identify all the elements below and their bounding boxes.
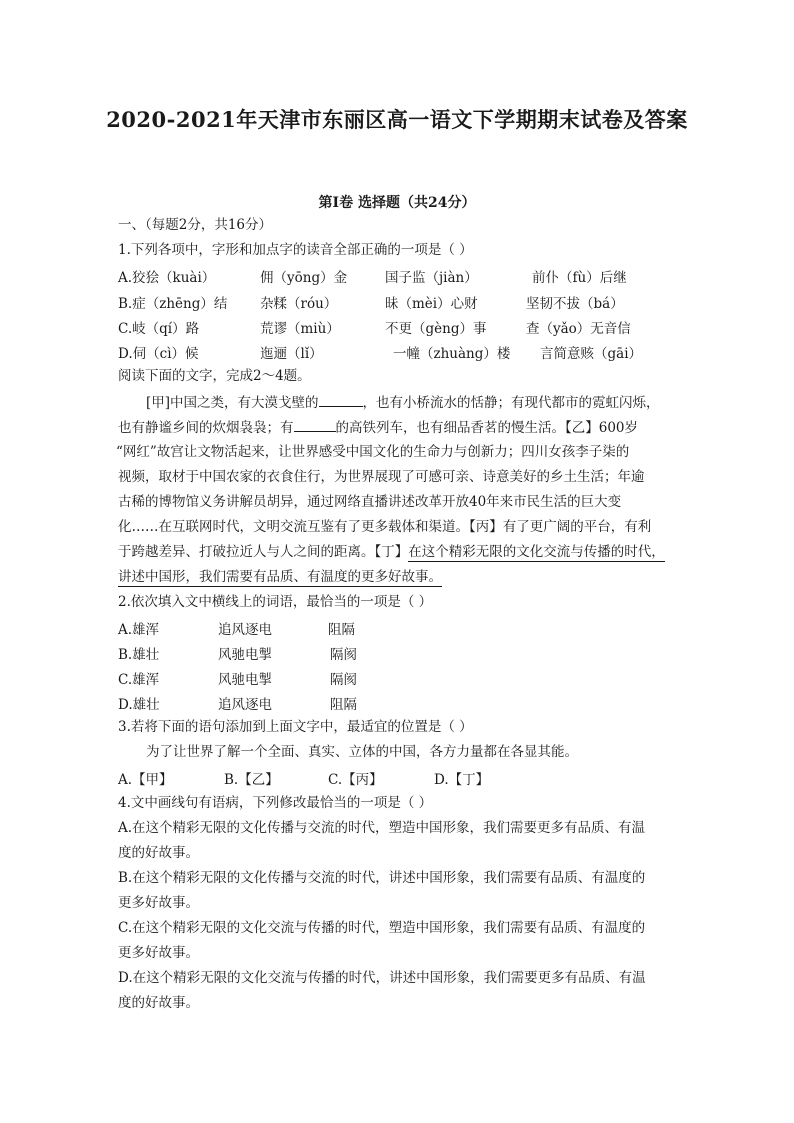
part1-header: 一、（每题2分，共16分） [118,217,273,233]
q2-a-3: 阻隔 [328,622,355,638]
q2-d-2: 追风逐电 [218,697,272,713]
q4-a-line1: A.在这个精彩无限的文化传播与交流的时代，塑造中国形象，我们需要更多有品质、有温 [118,820,646,836]
q4-c-line2: 更多好故事。 [118,945,199,961]
document-title: 2020-2021年天津市东丽区高一语文下学期期末试卷及答案 [106,107,688,132]
q3-sentence: 为了让世界了解一个全面、真实、立体的中国，各方力量都在各显其能。 [146,744,578,760]
passage-line: [甲]中国之类，有大漠戈壁的 ，也有小桥流水的恬静；有现代都市的霓虹闪烁， [146,392,660,412]
q4-c-line1: C.在这个精彩无限的文化交流与传播的时代，塑造中国形象，我们需要有品质、有温度的 [118,920,646,936]
q4-b-line1: B.在这个精彩无限的文化传播与交流的时代，讲述中国形象，我们需要有品质、有温度的 [118,870,646,886]
passage-line: 古稀的博物馆义务讲解员胡异，通过网络直播讲述改革开放40年来市民生活的巨大变 [118,494,622,510]
q1-a-1: A.狡狯（kuài） [118,270,216,286]
passage-line: 于跨越差异、打破拉近人与人之间的距离。【丁】在这个精彩无限的文化交流与传播的时代， [118,544,665,560]
q3-stem: 3.若将下面的语句添加到上面文字中，最适宜的位置是（ ） [118,719,473,735]
q1-d-4: 言简意赅（gāi） [540,346,643,362]
q1-c-4: 查（yǎo）无音信 [526,321,631,337]
q3-option-c: C.【丙】 [328,772,383,788]
q4-stem: 4.文中画线句有语病，下列修改最恰当的一项是（ ） [118,795,433,811]
passage-intro: 阅读下面的文字，完成2～4题。 [118,368,311,384]
q1-a-4: 前仆（fù）后继 [532,270,627,286]
q2-c-1: C.雄浑 [118,672,160,688]
q1-c-3: 不更（gèng）事 [385,321,487,337]
q2-stem: 2.依次填入文中横线上的词语，最恰当的一项是（ ） [118,594,433,610]
passage-line: 化……在互联网时代，文明交流互鉴有了更多载体和渠道。【丙】有了更广阔的平台，有利 [118,519,652,535]
q2-b-2: 风驰电掣 [218,647,272,663]
section-title: 第Ⅰ卷 选择题（共24分） [318,195,476,211]
q3-option-b: B.【乙】 [224,772,279,788]
underlined-sentence: 讲述中国形，我们需要有品质、有温度的更多好故事。 [118,569,442,585]
passage-line [118,568,442,586]
q2-a-1: A.雄浑 [118,622,160,638]
q1-b-4: 坚韧不拔（bá） [526,296,624,312]
q4-d-line2: 度的好故事。 [118,995,199,1011]
q2-c-3: 隔阂 [330,672,357,688]
passage-line: “网红”故宫让文物活起来，让世界感受中国文化的生命力与创新力；四川女孩李子柒的 [116,444,630,460]
q4-b-line2: 更多好故事。 [118,895,199,911]
q1-d-2: 迤逦（lǐ） [260,346,323,362]
q1-b-3: 昧（mèi）心财 [385,296,478,312]
q1-b-1: B.症（zhēng）结 [118,296,228,312]
q1-a-3: 国子监（jiàn） [385,270,478,286]
q1-c-2: 荒谬（miù） [260,321,340,337]
q2-c-2: 风驰电掣 [218,672,272,688]
q2-b-1: B.雄壮 [118,647,160,663]
fill-blank-1 [319,392,363,407]
q1-d-1: D.伺（cì）候 [118,346,199,362]
q2-d-3: 阻隔 [330,697,357,713]
q2-d-1: D.雄壮 [118,697,160,713]
q2-b-3: 隔阂 [330,647,357,663]
q4-a-line2: 度的好故事。 [118,845,199,861]
q1-b-2: 杂糅（róu） [260,296,338,312]
q1-stem: 1.下列各项中，字形和加点字的读音全部正确的一项是（ ） [118,242,473,258]
q4-d-line1: D.在这个精彩无限的文化交流与传播的时代，讲述中国形象，我们需要更多有品质、有温 [118,970,646,986]
passage-line: 视频，取材于中国农家的衣食住行，为世界展现了可感可亲、诗意美好的乡土生活；年逾 [118,469,645,485]
underlined-sentence: 在这个精彩无限的文化交流与传播的时代， [408,544,665,560]
q3-option-a: A.【甲】 [118,772,173,788]
q1-c-1: C.岐（qí）路 [118,321,200,337]
fill-blank-2 [294,417,336,432]
q3-option-d: D.【丁】 [434,772,490,788]
passage-line: 也有静谧乡间的炊烟袅袅；有 的高铁列车，也有细品香茗的慢生活。【乙】600岁 [118,417,638,437]
q2-a-2: 追风逐电 [218,622,272,638]
q1-d-3: 一幢（zhuàng）楼 [393,346,511,362]
q1-a-2: 佣（yōng）金 [260,270,348,286]
